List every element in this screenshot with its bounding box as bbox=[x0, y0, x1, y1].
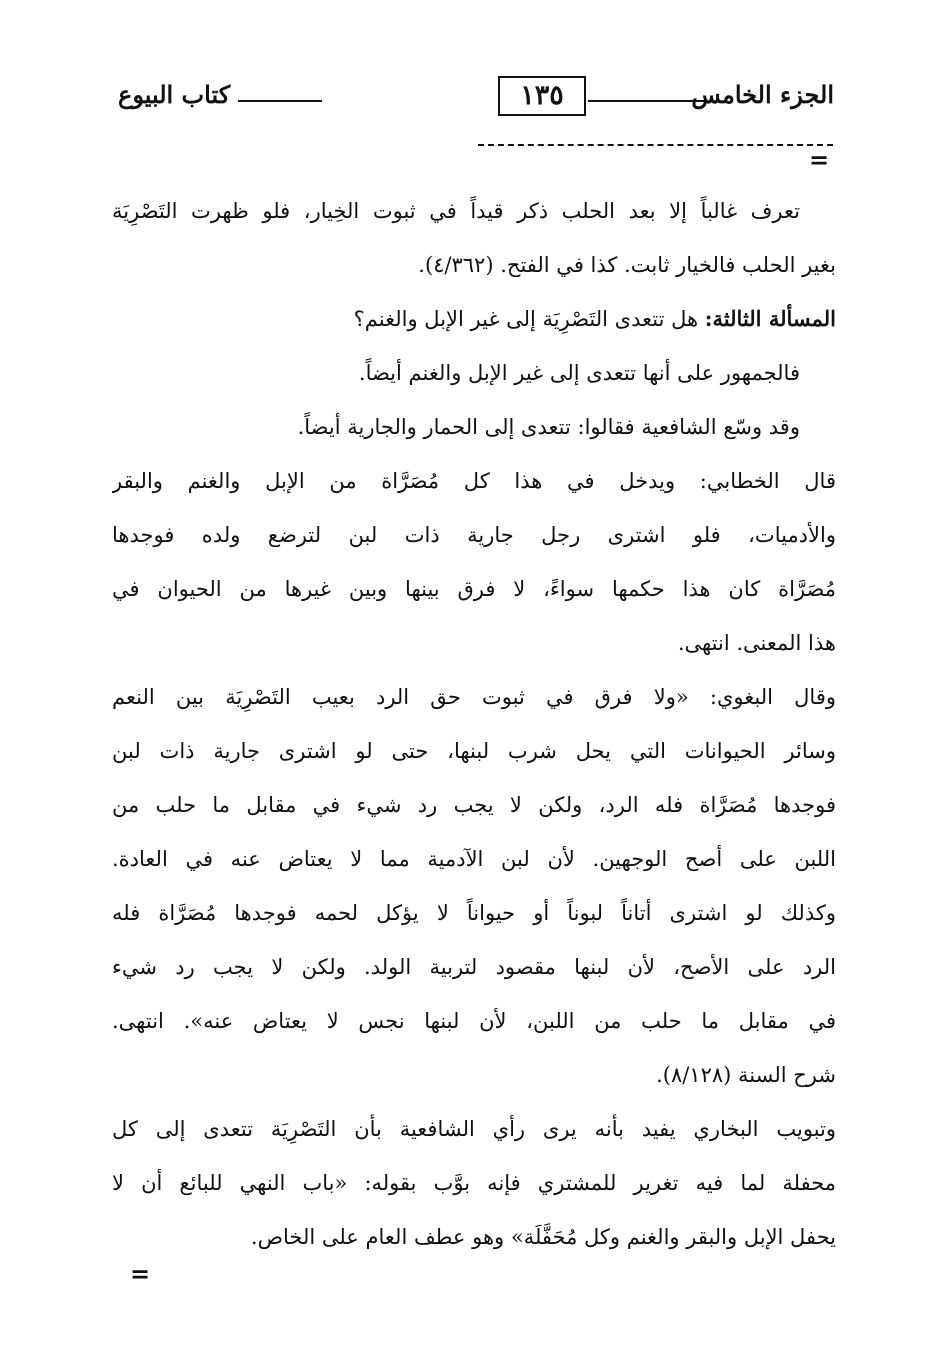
page-number-box bbox=[498, 76, 586, 116]
text-line-8: مُصَرَّاة كان هذا حكمها سواءً، لا فرق بينها وبين غيرها من الحيوان في bbox=[112, 577, 836, 601]
text-line-20: يحفل الإبل والبقر والغنم وكل مُحَفَّلَة» وهو عطف العام على الخاص. bbox=[250, 1225, 836, 1249]
text-line-9: هذا المعنى. انتهى. bbox=[677, 631, 836, 655]
text-line-16: في مقابل ما حلب من اللبن، لأن لبنها نجس لا يعتاض عنه». انتهى. bbox=[112, 1009, 836, 1033]
text-line-15: الرد على الأصح، لأن لبنها مقصود لتربية الولد. ولكن لا يجب رد شيء bbox=[112, 955, 836, 979]
text-line-11: وسائر الحيوانات التي يحل شرب لبنها، حتى لو اشترى جارية ذات لبن bbox=[112, 739, 836, 763]
dashed-separator bbox=[478, 144, 833, 146]
volume-title: الجزء الخامس bbox=[691, 80, 834, 109]
text-line-1: تعرف غالباً إلا بعد الحلب ذكر قيداً في ثبوت الخِيار، فلو ظهرت التَصْرِيَة bbox=[112, 199, 800, 223]
book-title: كتاب البيوع bbox=[118, 80, 231, 109]
text-line-19: محفلة لما فيه تغرير للمشتري فإنه بوَّب بقوله: «باب النهي للبائع أن لا bbox=[112, 1171, 836, 1195]
header-rule-right bbox=[588, 100, 706, 102]
continuation-mark-bottom: = bbox=[130, 1259, 151, 1288]
text-line-2: بغير الحلب فالخيار ثابت. كذا في الفتح. (٤/٣٦٢). bbox=[418, 253, 836, 277]
text-line-13: اللبن على أصح الوجهين. لأن لبن الآدمية مما لا يعتاض عنه في العادة. bbox=[112, 847, 836, 871]
main-text bbox=[112, 184, 836, 1264]
text-line-5: وقد وسّع الشافعية فقالوا: تتعدى إلى الحمار والجارية أيضاً. bbox=[297, 415, 800, 439]
question-text: هل تتعدى التَصْرِيَة إلى غير الإبل والغنم؟ bbox=[353, 307, 699, 331]
text-line-18: وتبويب البخاري يفيد بأنه يرى رأي الشافعية بأن التَصْرِيَة تتعدى إلى كل bbox=[112, 1117, 836, 1141]
question-heading bbox=[112, 292, 836, 346]
text-line-17: شرح السنة (٨/١٢٨). bbox=[656, 1063, 836, 1087]
text-line-7: والأدميات، فلو اشترى رجل جارية ذات لبن لترضع ولده فوجدها bbox=[112, 523, 836, 547]
continuation-mark-top: = bbox=[809, 145, 830, 174]
page-number: ١٣٥ bbox=[520, 80, 564, 111]
question-label: المسألة الثالثة: bbox=[704, 306, 836, 331]
header-rule-left bbox=[238, 100, 322, 102]
text-line-4: فالجمهور على أنها تتعدى إلى غير الإبل والغنم أيضاً. bbox=[358, 361, 800, 385]
text-line-10: وقال البغوي: «ولا فرق في ثبوت حق الرد بعيب التَصْرِيَة بين النعم bbox=[112, 685, 836, 709]
text-line-6: قال الخطابي: ويدخل في هذا كل مُصَرَّاة من الإبل والغنم والبقر bbox=[112, 469, 836, 493]
text-line-14: وكذلك لو اشترى أتاناً لبوناً أو حيواناً لا يؤكل لحمه فوجدها مُصَرَّاة فله bbox=[112, 901, 836, 925]
text-line-12: فوجدها مُصَرَّاة فله الرد، ولكن لا يجب رد شيء في مقابل ما حلب من bbox=[112, 793, 836, 817]
running-header bbox=[118, 76, 834, 126]
